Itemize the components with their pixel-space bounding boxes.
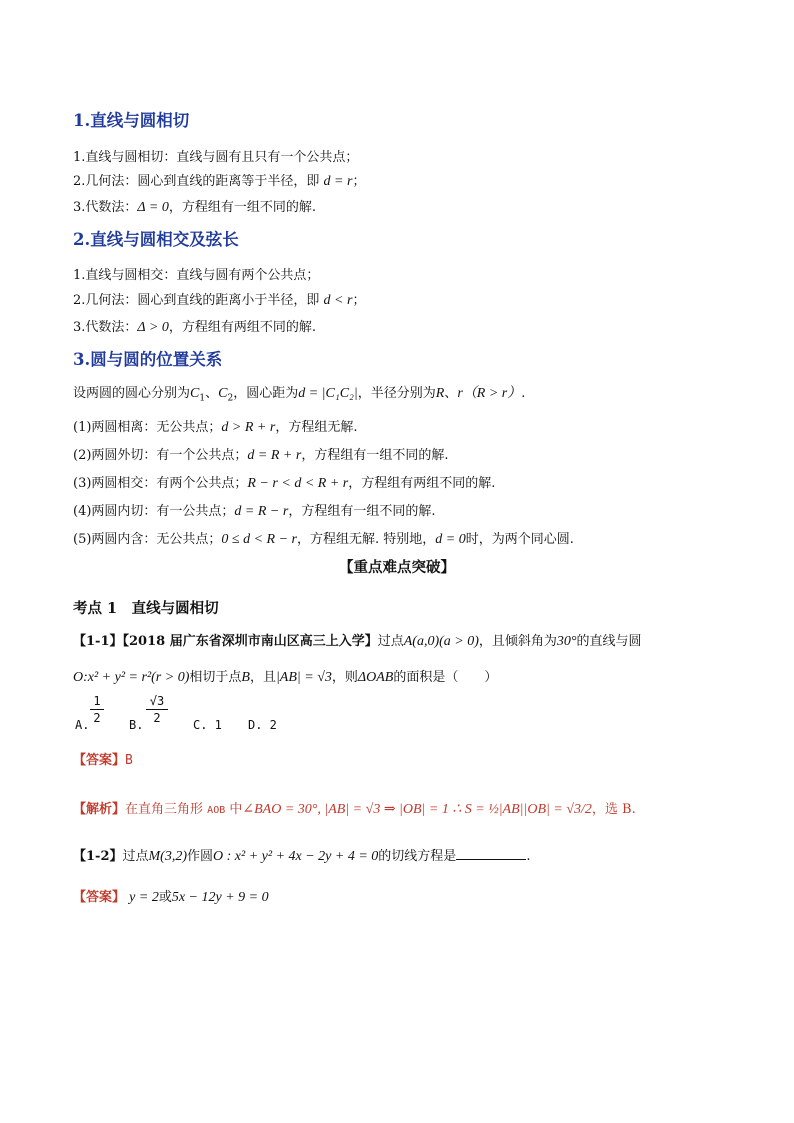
q11-circle-eq: O:x² + y² = r²(r > 0) bbox=[73, 670, 190, 685]
s3-item-3-text: (3)两圆相交：有两个公共点； bbox=[73, 476, 248, 491]
s1-line-2 bbox=[73, 170, 365, 190]
s3-c2: C bbox=[218, 386, 228, 401]
option-b-denominator: 2 bbox=[153, 711, 161, 725]
q12-answer-blank bbox=[456, 847, 526, 860]
q11-line-2 bbox=[73, 666, 497, 686]
s3-item-5-end: 时，为两个同心圆. bbox=[465, 532, 574, 547]
s3-item-5-text: (5)两圆内含：无公共点； bbox=[73, 532, 222, 547]
s2-line-3-end: ，方程组有两组不同的解. bbox=[168, 320, 316, 335]
section-2-title: 2.直线与圆相交及弦长 bbox=[73, 230, 239, 249]
s1-line-3 bbox=[73, 196, 316, 216]
s3-distance: d = |C₁C₂| bbox=[298, 386, 358, 401]
s3-item-3-end: ，方程组有两组不同的解. bbox=[348, 476, 496, 491]
s3-intro-c: ，半径分别为 bbox=[357, 386, 436, 401]
s2-line-1 bbox=[73, 264, 319, 283]
q11-answer bbox=[73, 749, 133, 768]
q11-analysis-tag: 【解析】 bbox=[73, 802, 126, 817]
q12-answer-tag: 【答案】 bbox=[73, 890, 126, 905]
s3-intro-a: 设两圆的圆心分别为 bbox=[73, 386, 191, 401]
q11-ab-length: |AB| = √3 bbox=[275, 670, 332, 685]
option-b-fraction bbox=[146, 694, 168, 725]
s3-item-3-math: R − r < d < R + r bbox=[247, 476, 349, 491]
q11-t4: 相切于点 bbox=[189, 670, 242, 685]
option-a-fraction-bar bbox=[90, 709, 104, 710]
q11-analysis-t1: 在直角三角形 bbox=[125, 802, 204, 817]
option-b-label: B. bbox=[129, 718, 144, 732]
s3-item-4-math: d = R − r bbox=[234, 504, 289, 519]
option-a-label: A. bbox=[75, 718, 90, 732]
s3-intro bbox=[73, 382, 525, 404]
q11-t5: ，且 bbox=[249, 670, 276, 685]
q12-circle-eq: O : x² + y² + 4x − 2y + 4 = 0 bbox=[213, 849, 379, 864]
q12-point-m: M(3,2) bbox=[148, 849, 188, 864]
s2-line-1-text: 1.直线与圆相交：直线与圆有两个公共点； bbox=[73, 268, 320, 283]
s3-item-5-mid: ，方程组无解. 特别地， bbox=[297, 532, 436, 547]
option-b-fraction-bar bbox=[146, 709, 168, 710]
s3-c1: C bbox=[190, 386, 200, 401]
q12-answer-1: y = 2 bbox=[129, 890, 159, 905]
q11-analysis-aob: AOB bbox=[207, 805, 226, 816]
option-d: D. 2 bbox=[248, 718, 277, 732]
s1-line-3-end: ，方程组有一组不同的解. bbox=[168, 200, 316, 215]
s3-item-1-math: d > R + r bbox=[221, 420, 276, 435]
q11-source: 【2018 届广东省深圳市南山区高三上入学】 bbox=[122, 634, 378, 649]
option-c: C. 1 bbox=[193, 718, 222, 732]
option-a-fraction bbox=[90, 694, 104, 725]
q11-t7: 的面积是（ ） bbox=[393, 670, 498, 685]
q11-analysis-end: ，选 B. bbox=[591, 802, 636, 817]
s2-line-2-math: d < r bbox=[323, 293, 353, 308]
option-a-denominator: 2 bbox=[93, 711, 101, 725]
s3-item-5-math-2: d = 0 bbox=[435, 532, 466, 547]
s3-item-2-text: (2)两圆外切：有一个公共点； bbox=[73, 448, 248, 463]
q12-answer bbox=[73, 886, 269, 906]
q11-angle: 30° bbox=[556, 634, 577, 649]
s3-item-1-end: ，方程组无解. bbox=[275, 420, 358, 435]
s2-line-3 bbox=[73, 316, 316, 336]
option-b-numerator: √3 bbox=[149, 694, 165, 708]
kaodian-title: 考点 1 直线与圆相切 bbox=[73, 600, 219, 617]
q11-t3: 的直线与圆 bbox=[576, 634, 642, 649]
s3-item-4-end: ，方程组有一组不同的解. bbox=[288, 504, 436, 519]
q11-t1: 过点 bbox=[377, 634, 404, 649]
s3-cond: （R > r） bbox=[462, 386, 522, 401]
s2-line-3-math: Δ > 0 bbox=[137, 320, 169, 335]
s3-item-5 bbox=[73, 528, 574, 548]
s3-c1-sub: 1 bbox=[199, 393, 206, 404]
s3-item-3 bbox=[73, 472, 495, 492]
section-3-title: 3.圆与圆的位置关系 bbox=[73, 350, 223, 369]
s3-intro-b: ，圆心距为 bbox=[233, 386, 299, 401]
q12-t2: 作圆 bbox=[187, 849, 214, 864]
s3-sep2: 、 bbox=[444, 386, 458, 401]
q12-t3: 的切线方程是 bbox=[378, 849, 457, 864]
section-1-title: 1.直线与圆相切 bbox=[73, 111, 190, 130]
q11-answer-tag: 【答案】 bbox=[73, 753, 126, 768]
q12-t4: . bbox=[526, 849, 531, 864]
key-points-title: 【重点难点突破】 bbox=[339, 559, 455, 576]
s1-line-3-text: 3.代数法： bbox=[73, 200, 138, 215]
q12-tag: 【1-2】 bbox=[73, 849, 123, 864]
s1-line-1-text: 1.直线与圆相切：直线与圆有且只有一个公共点； bbox=[73, 150, 359, 165]
s3-c2-sub: 2 bbox=[227, 393, 234, 404]
s3-item-4-text: (4)两圆内切：有一公共点； bbox=[73, 504, 235, 519]
s3-item-2-math: d = R + r bbox=[247, 448, 302, 463]
q11-line-1 bbox=[73, 630, 642, 650]
q12-line bbox=[73, 845, 530, 865]
q11-point-a: A(a,0)(a > 0) bbox=[403, 634, 479, 649]
s3-item-1-text: (1)两圆相离：无公共点； bbox=[73, 420, 222, 435]
s2-line-2-end: ； bbox=[352, 293, 366, 308]
s1-line-1 bbox=[73, 146, 358, 165]
q11-triangle: ΔOAB bbox=[357, 670, 394, 685]
q12-answer-or: 或 bbox=[158, 890, 172, 905]
s3-item-2 bbox=[73, 444, 448, 464]
q11-analysis bbox=[73, 798, 636, 818]
s3-item-4 bbox=[73, 500, 435, 520]
s3-r: r bbox=[457, 386, 463, 401]
s1-line-2-math: d = r bbox=[323, 174, 353, 189]
s2-line-2-text: 2.几何法：圆心到直线的距离小于半径，即 bbox=[73, 293, 320, 308]
q11-tag: 【1-1】 bbox=[73, 634, 123, 649]
option-a-numerator: 1 bbox=[93, 694, 101, 708]
s3-item-2-end: ，方程组有一组不同的解. bbox=[301, 448, 449, 463]
q11-t2: ，且倾斜角为 bbox=[478, 634, 557, 649]
s3-sep: 、 bbox=[205, 386, 219, 401]
q12-answer-2: 5x − 12y + 9 = 0 bbox=[171, 890, 269, 905]
q11-point-b: B bbox=[241, 670, 250, 685]
s3-item-1 bbox=[73, 416, 357, 436]
s3-item-5-math: 0 ≤ d < R − r bbox=[221, 532, 297, 547]
q11-answer-value: B bbox=[125, 753, 133, 768]
s3-intro-d: . bbox=[521, 386, 526, 401]
s2-line-3-text: 3.代数法： bbox=[73, 320, 138, 335]
s1-line-3-math: Δ = 0 bbox=[137, 200, 169, 215]
q11-analysis-t2: 中 bbox=[229, 802, 243, 817]
s2-line-2 bbox=[73, 289, 365, 309]
s3-R: R bbox=[435, 386, 445, 401]
s1-line-2-end: ； bbox=[352, 174, 366, 189]
q12-t1: 过点 bbox=[122, 849, 149, 864]
q11-analysis-math: ∠BAO = 30°, |AB| = √3 ⇒ |OB| = 1 ∴ S = ½|AB||OB| = √3/2 bbox=[242, 802, 592, 817]
q11-t6: ，则 bbox=[331, 670, 358, 685]
s1-line-2-text: 2.几何法：圆心到直线的距离等于半径，即 bbox=[73, 174, 320, 189]
